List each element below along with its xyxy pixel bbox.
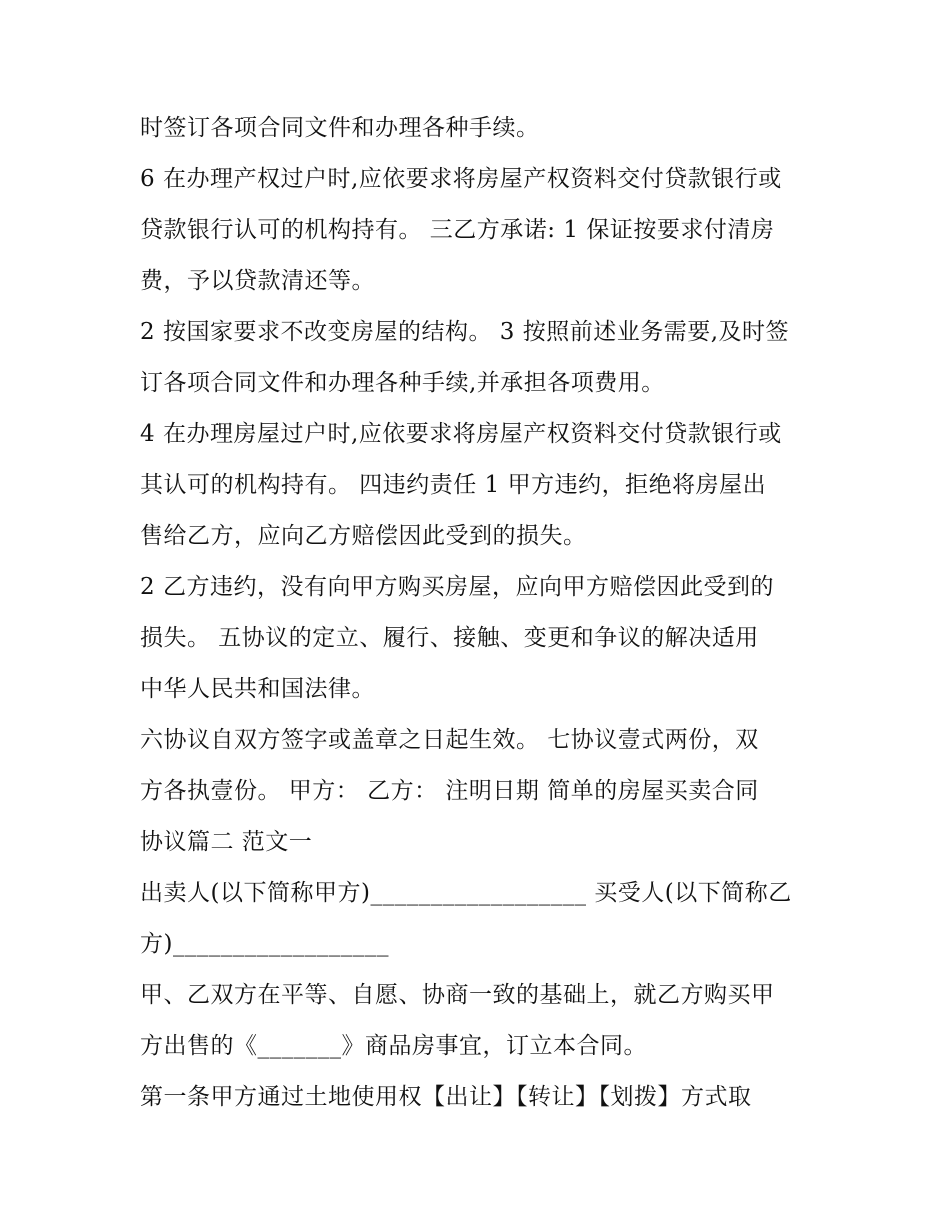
- text-line: 4 在办理房屋过户时,应依要求将房屋产权资料交付贷款银行或: [140, 421, 782, 447]
- text-line: 售给乙方，应向乙方赔偿因此受到的损失。: [140, 523, 587, 549]
- text-line: 中华人民共和国法律。: [140, 676, 375, 702]
- text-line: 方出售的《_______》商品房事宜，订立本合同。: [140, 1033, 647, 1059]
- text-line: 六协议自双方签字或盖章之日起生效。 七协议壹式两份，双: [140, 727, 759, 753]
- text-line: 方各执壹份。 甲方： 乙方： 注明日期 简单的房屋买卖合同: [140, 778, 759, 804]
- text-line: 其认可的机构持有。 四违约责任 1 甲方违约，拒绝将房屋出: [140, 472, 767, 498]
- text-line: 方)__________________: [140, 931, 389, 957]
- text-line: 出卖人(以下简称甲方)__________________ 买受人(以下简称乙: [140, 880, 792, 906]
- text-line: 2 乙方违约，没有向甲方购买房屋，应向甲方赔偿因此受到的: [140, 574, 774, 600]
- text-line: 贷款银行认可的机构持有。 三乙方承诺: 1 保证按要求付清房: [140, 217, 775, 243]
- text-line: 协议篇二 范文一: [140, 829, 313, 855]
- text-line: 订各项合同文件和办理各种手续,并承担各项费用。: [140, 370, 665, 396]
- text-line: 甲、乙双方在平等、自愿、协商一致的基础上，就乙方购买甲: [140, 982, 775, 1008]
- text-line: 损失。 五协议的定立、履行、接触、变更和争议的解决适用: [140, 625, 759, 651]
- text-line: 6 在办理产权过户时,应依要求将房屋产权资料交付贷款银行或: [140, 166, 782, 192]
- text-line: 费，予以贷款清还等。: [140, 268, 375, 294]
- text-line: 时签订各项合同文件和办理各种手续。: [140, 115, 540, 141]
- text-line: 2 按国家要求不改变房屋的结构。 3 按照前述业务需要,及时签: [140, 319, 790, 345]
- document-body: [140, 108, 820, 1128]
- text-line: 第一条甲方通过土地使用权【出让】【转让】【划拨】方式取: [140, 1084, 752, 1110]
